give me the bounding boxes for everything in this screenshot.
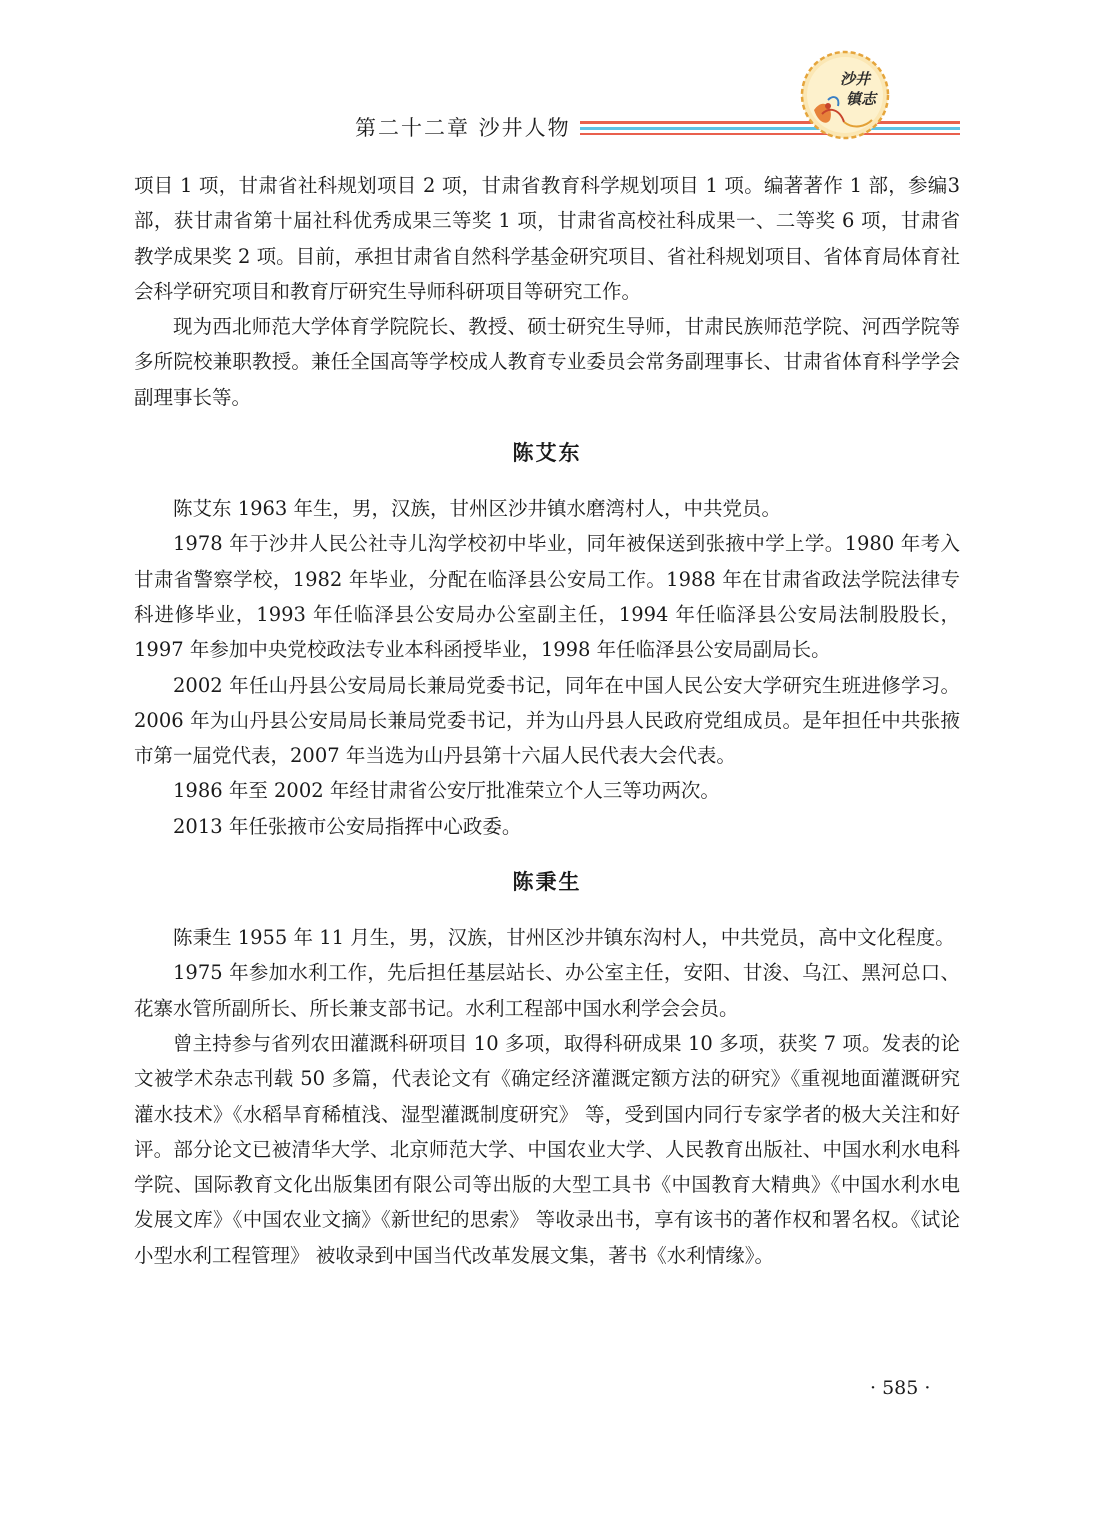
body-paragraph: 1986 年至 2002 年经甘肃省公安厅批准荣立个人三等功两次。	[173, 779, 720, 803]
header-rule-red-thin	[580, 133, 960, 135]
seal-text-line1: 沙井	[840, 70, 871, 88]
body-paragraph: 现为西北师范大学体育学院院长、教授、硕士研究生导师，甘肃民族师范学院、河西学院等多所院校兼职教授。兼任全国高等学校成人教育专业委员会常务副理事长、甘肃省体育科学学会副理事长等。	[134, 315, 960, 409]
page-body	[134, 168, 960, 1273]
header-rule-red	[580, 121, 960, 124]
page-number: · 585 ·	[870, 1377, 931, 1399]
body-paragraph: 1978 年于沙井人民公社寺儿沟学校初中毕业，同年被保送到张掖中学上学。1980 年考入甘肃省警察学校，1982 年毕业，分配在临泽县公安局工作。1988 年在甘肃省政法学院法律专科进修毕业，1993 年任临泽县公安局办公室副主任，1994 年任临泽县公安局法制股股长，1997 年参加中央党校政法专业本科函授毕业，1998 年任临泽县公安局副局长。	[134, 532, 960, 662]
bio-intro-paragraph: 陈艾东 1963 年生，男，汉族，甘州区沙井镇水磨湾村人，中共党员。	[173, 497, 782, 521]
section-heading: 陈秉生	[512, 870, 582, 895]
body-paragraph: 2013 年任张掖市公安局指挥中心政委。	[173, 814, 522, 838]
body-paragraph: 1975 年参加水利工作，先后担任基层站长、办公室主任，安阳、甘浚、乌江、黑河总口、花寨水管所副所长、所长兼支部书记。水利工程部中国水利学会会员。	[134, 961, 960, 1020]
shajing-gazetteer-seal-icon	[800, 50, 890, 140]
chapter-title: 第二十二章 沙井人物	[355, 116, 571, 140]
body-paragraph: 2002 年任山丹县公安局局长兼局党委书记，同年在中国人民公安大学研究生班进修学习。2006 年为山丹县公安局局长兼局党委书记，并为山丹县人民政府党组成员。是年担任中共张掖市第一届党代表，2007 年当选为山丹县第十六届人民代表大会代表。	[134, 673, 960, 768]
section-heading: 陈艾东	[512, 441, 582, 466]
page-header	[0, 0, 1093, 150]
body-paragraph: 曾主持参与省列农田灌溉科研项目 10 多项，取得科研成果 10 多项，获奖 7 项。发表的论文被学术杂志刊载 50 多篇，代表论文有《确定经济灌溉定额方法的研究》《重视地面灌溉研究灌水技术》《水稻旱育稀植浅、湿型灌溉制度研究》 等，受到国内同行专家学者的极大关注和好评。部分论文已被清华大学、北京师范大学、中国农业大学、人民教育出版社、中国水利水电科学院、国际教育文化出版集团有限公司等出版的大型工具书《中国教育大精典》《中国水利水电发展文库》《中国农业文摘》《新世纪的思索》 等收录出书，享有该书的著作权和署名权。《试论小型水利工程管理》 被收录到中国当代改革发展文集，著书《水利情缘》。	[134, 1031, 960, 1267]
body-paragraph: 项目 1 项，甘肃省社科规划项目 2 项，甘肃省教育科学规划项目 1 项。编著著作 1 部，参编3 部，获甘肃省第十届社科优秀成果三等奖 1 项，甘肃省高校社科成果一、二等奖 6 项，甘肃省教学成果奖 2 项。目前，承担甘肃省自然科学基金研究项目、省社科规划项目、省体育局体育社会科学研究项目和教育厅研究生导师科研项目等研究工作。	[134, 174, 960, 303]
header-rule-blue	[580, 127, 960, 130]
bio-intro-paragraph: 陈秉生 1955 年 11 月生，男，汉族，甘州区沙井镇东沟村人，中共党员，高中文化程度。	[173, 926, 955, 950]
seal-text-line2: 镇志	[846, 90, 877, 108]
